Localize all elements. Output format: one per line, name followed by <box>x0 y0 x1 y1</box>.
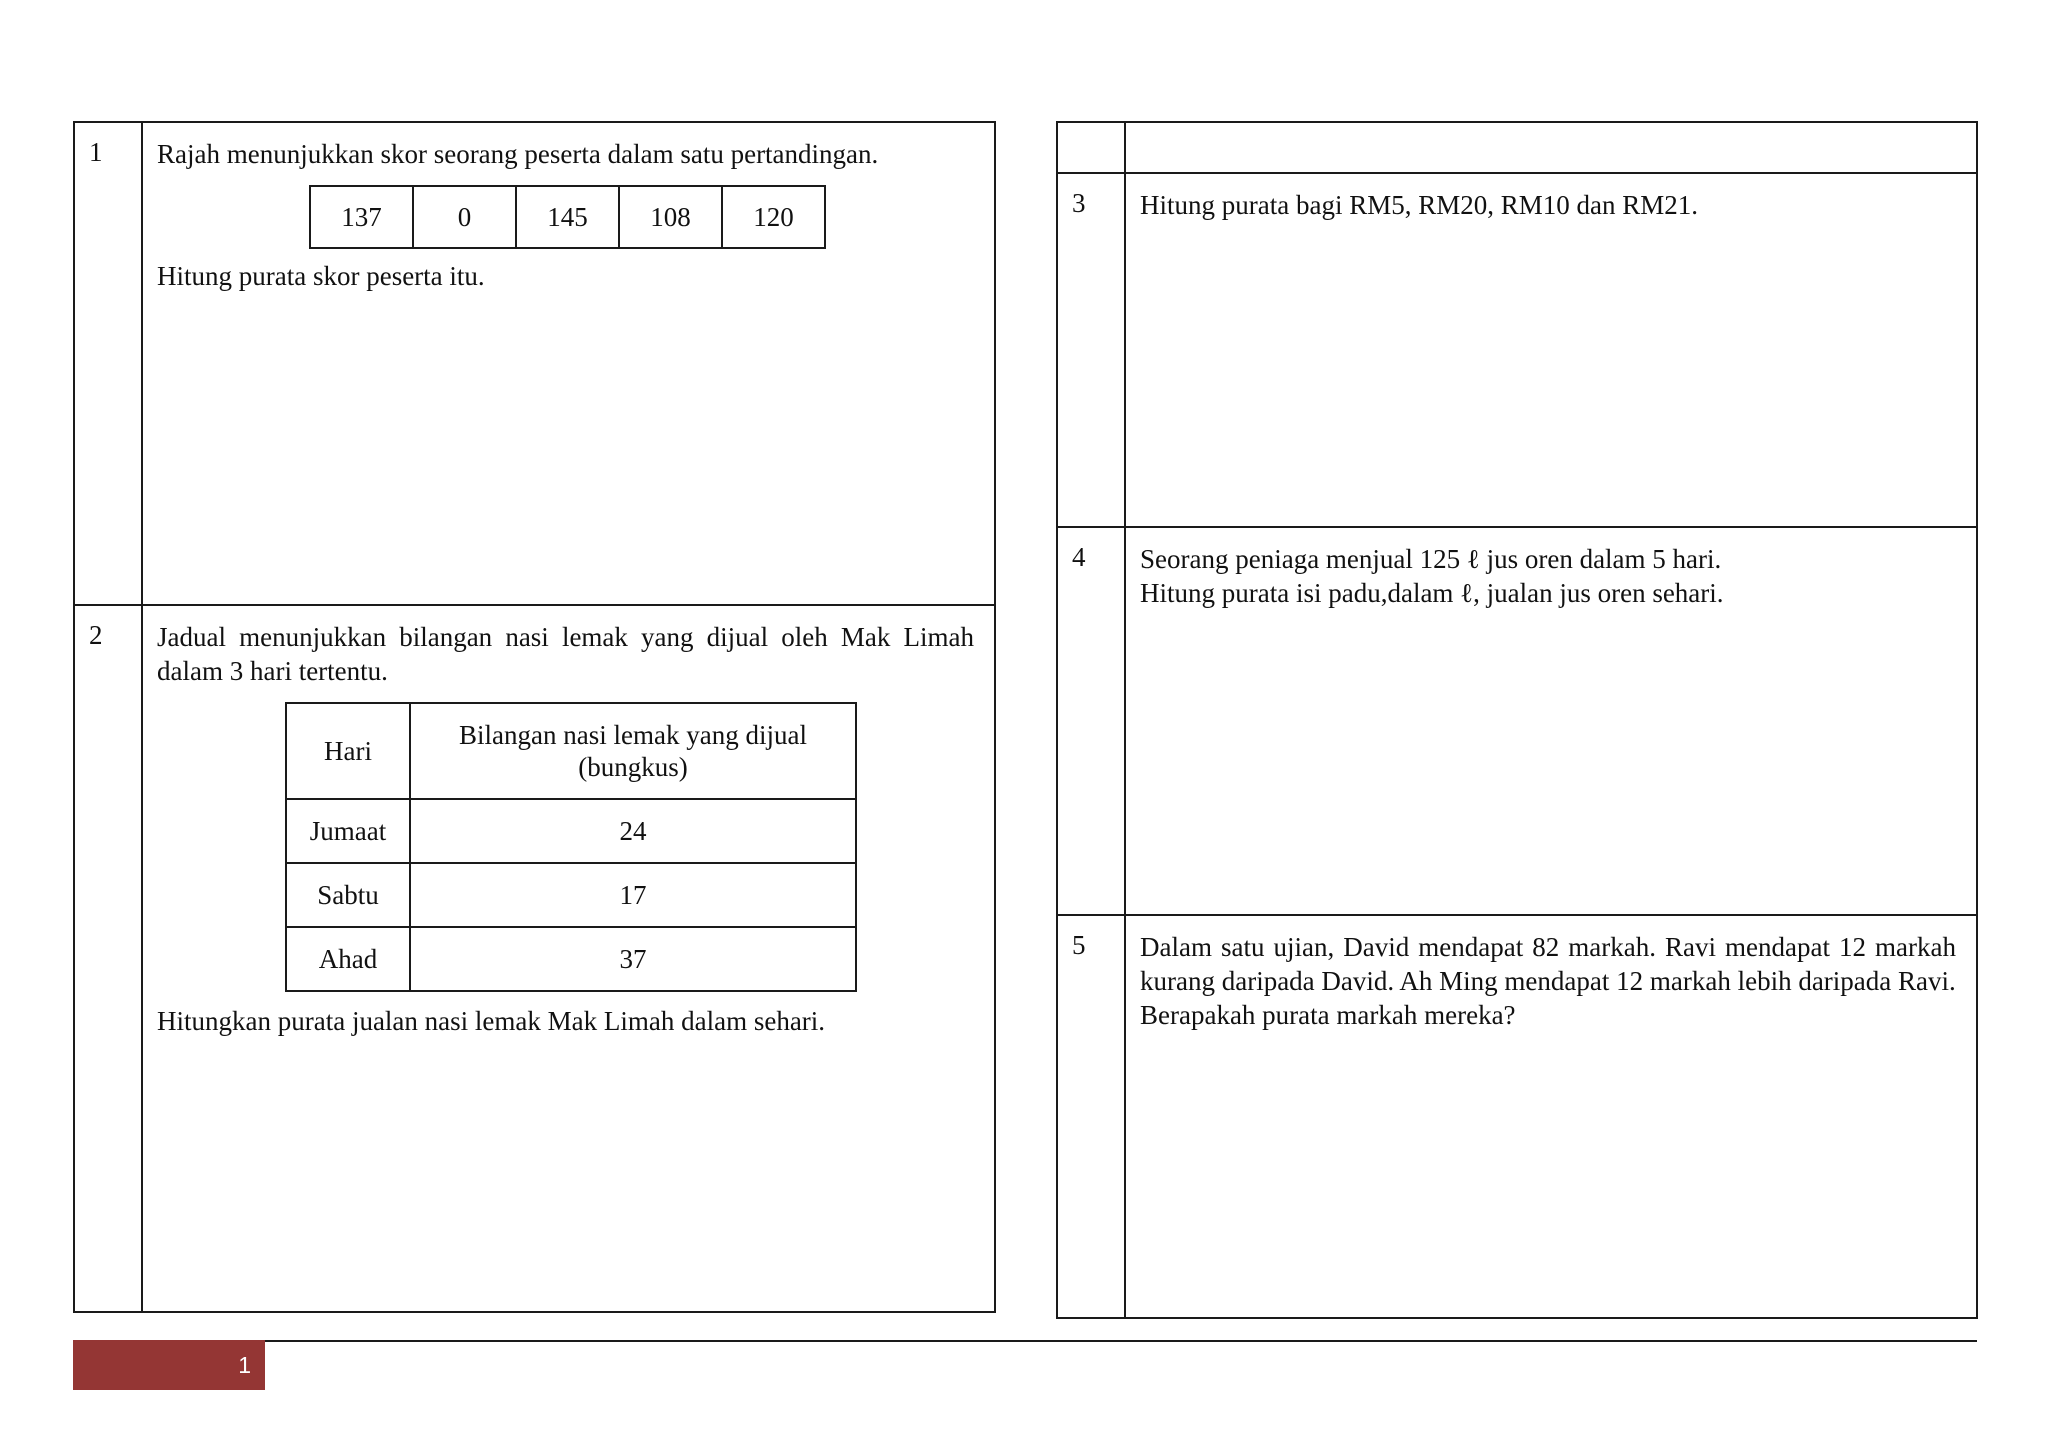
count-cell: 37 <box>410 927 856 991</box>
question-line-2: Hitung purata isi padu,dalam ℓ, jualan jus oren sehari. <box>1140 578 1724 608</box>
header-count-line1: Bilangan nasi lemak yang dijual <box>459 720 807 750</box>
score-cell: 108 <box>619 186 722 248</box>
question-number: 5 <box>1072 930 1086 960</box>
question-ask: Berapakah purata markah mereka? <box>1140 1000 1516 1030</box>
score-cell: 137 <box>310 186 413 248</box>
number-column <box>75 123 143 604</box>
blank-header-row <box>1058 123 1976 172</box>
question-body <box>1140 930 1956 1032</box>
question-intro: Rajah menunjukkan skor seorang peserta dalam satu pertandingan. <box>157 139 879 169</box>
count-cell: 17 <box>410 863 856 927</box>
question-4 <box>1058 526 1976 914</box>
question-prompt: Hitung purata skor peserta itu. <box>157 261 485 291</box>
question-prompt: Hitungkan purata jualan nasi lemak Mak Limah dalam sehari. <box>157 1006 826 1036</box>
question-body <box>1140 188 1956 222</box>
count-cell: 24 <box>410 799 856 863</box>
question-number: 2 <box>89 620 103 650</box>
question-3 <box>1058 172 1976 526</box>
question-1 <box>75 123 994 604</box>
score-cell: 0 <box>413 186 516 248</box>
question-2 <box>75 604 994 1311</box>
question-intro: Jadual menunjukkan bilangan nasi lemak yang dijual oleh Mak Limah dalam 3 hari tertentu. <box>157 622 974 686</box>
question-5 <box>1058 914 1976 1317</box>
table-row <box>286 799 856 863</box>
question-body <box>157 137 974 293</box>
header-count <box>410 703 856 799</box>
scores-table <box>309 185 826 249</box>
table-row <box>286 863 856 927</box>
score-cell: 145 <box>516 186 619 248</box>
score-cell: 120 <box>722 186 825 248</box>
number-column <box>1058 528 1126 914</box>
question-body <box>1140 542 1956 610</box>
sales-table <box>285 702 857 992</box>
page-number: 1 <box>238 1352 251 1378</box>
header-count-line2: (bungkus) <box>578 752 688 782</box>
number-column <box>1058 123 1126 172</box>
question-body <box>157 620 974 1038</box>
question-text: Dalam satu ujian, David mendapat 82 markah. Ravi mendapat 12 markah kurang daripada David. Ah Ming mendapat 12 markah lebih daripada Ravi. <box>1140 932 1956 996</box>
right-question-panel <box>1056 121 1978 1319</box>
number-column <box>1058 916 1126 1317</box>
table-row <box>286 927 856 991</box>
day-cell: Jumaat <box>286 799 410 863</box>
day-cell: Ahad <box>286 927 410 991</box>
question-number: 4 <box>1072 542 1086 572</box>
footer-rule <box>265 1340 1977 1342</box>
number-column <box>75 606 143 1311</box>
question-number: 3 <box>1072 188 1086 218</box>
left-question-panel <box>73 121 996 1313</box>
question-text: Hitung purata bagi RM5, RM20, RM10 dan RM21. <box>1140 190 1698 220</box>
number-column <box>1058 174 1126 526</box>
table-header-row <box>286 703 856 799</box>
day-cell: Sabtu <box>286 863 410 927</box>
question-number: 1 <box>89 137 103 167</box>
header-day: Hari <box>286 703 410 799</box>
question-line-1: Seorang peniaga menjual 125 ℓ jus oren dalam 5 hari. <box>1140 544 1722 574</box>
